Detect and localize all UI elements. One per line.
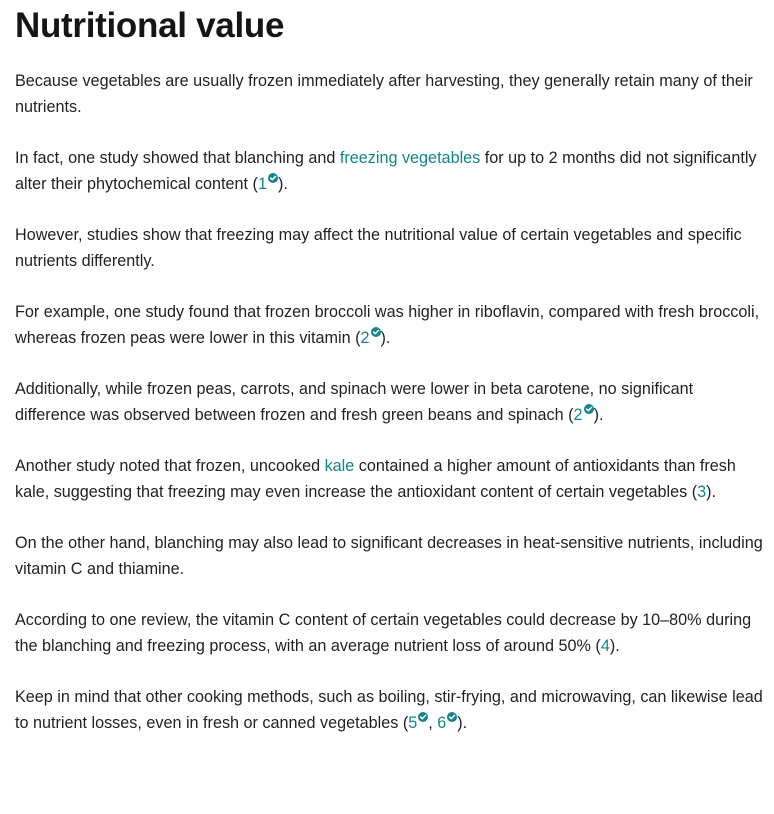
paragraph-8 — [15, 607, 764, 659]
paragraph-text: ). — [457, 714, 468, 732]
citation-link-3[interactable]: 3 — [697, 483, 707, 501]
check-badge-icon — [584, 404, 594, 414]
article-section — [0, 6, 774, 736]
citation-link-1[interactable]: 1 — [257, 175, 267, 193]
link-kale[interactable]: kale — [324, 457, 355, 475]
paragraph-3: However, studies show that freezing may affect the nutritional value of certain vegetables and specific nutrients differently. — [15, 226, 742, 270]
citation-link-5[interactable]: 5 — [408, 714, 418, 732]
paragraph-7: On the other hand, blanching may also lead to significant decreases in heat-sensitive nutrients, including vitamin C and thiamine. — [15, 534, 763, 578]
citation-link-6[interactable]: 6 — [437, 714, 447, 732]
link-freezing-vegetables[interactable]: freezing vegetables — [339, 149, 481, 167]
paragraph-text: ). — [706, 483, 716, 501]
paragraph-2 — [15, 145, 764, 197]
paragraph-1: Because vegetables are usually frozen immediately after harvesting, they generally retain many of their nutrients. — [15, 72, 753, 116]
citation-link-4[interactable]: 4 — [600, 637, 610, 655]
paragraph-text: Additionally, while frozen peas, carrots, and spinach were lower in beta carotene, no significant difference was observed between frozen and fresh green beans and spinach ( — [15, 380, 694, 424]
paragraph-text: , — [428, 714, 438, 732]
paragraph-text: for up to 2 months did not significantly alter their phytochemical content ( — [15, 149, 757, 193]
citation-link-2[interactable]: 2 — [573, 406, 583, 424]
check-badge-icon — [418, 712, 428, 722]
check-badge-icon — [447, 712, 457, 722]
check-badge-icon — [371, 327, 381, 337]
paragraph-6 — [15, 453, 764, 505]
paragraph-text: For example, one study found that frozen broccoli was higher in riboflavin, compared with fresh broccoli, whereas frozen peas were lower in this vitamin ( — [15, 303, 760, 347]
section-heading: Nutritional value — [15, 6, 285, 45]
paragraph-text: According to one review, the vitamin C content of certain vegetables could decrease by 10–80% during the blanching and freezing process, with an average nutrient loss of around 50% ( — [15, 611, 752, 655]
citation-link-2[interactable]: 2 — [360, 329, 370, 347]
paragraph-text: ). — [593, 406, 604, 424]
paragraph-9 — [15, 684, 764, 736]
paragraph-text: Keep in mind that other cooking methods, such as boiling, stir-frying, and microwaving, can likewise lead to nutrient losses, even in fresh or canned vegetables ( — [15, 688, 763, 732]
paragraph-text: Another study noted that frozen, uncooked — [15, 457, 325, 475]
check-badge-icon — [268, 173, 278, 183]
paragraph-text: In fact, one study showed that blanching and — [15, 149, 340, 167]
paragraph-text: ). — [277, 175, 288, 193]
paragraph-text: ). — [609, 637, 620, 655]
paragraph-4 — [15, 299, 764, 351]
paragraph-text: contained a higher amount of antioxidants than fresh kale, suggesting that freezing may even increase the antioxidant content of certain vegetables ( — [15, 457, 736, 501]
paragraph-text: ). — [380, 329, 391, 347]
paragraph-5 — [15, 376, 764, 428]
